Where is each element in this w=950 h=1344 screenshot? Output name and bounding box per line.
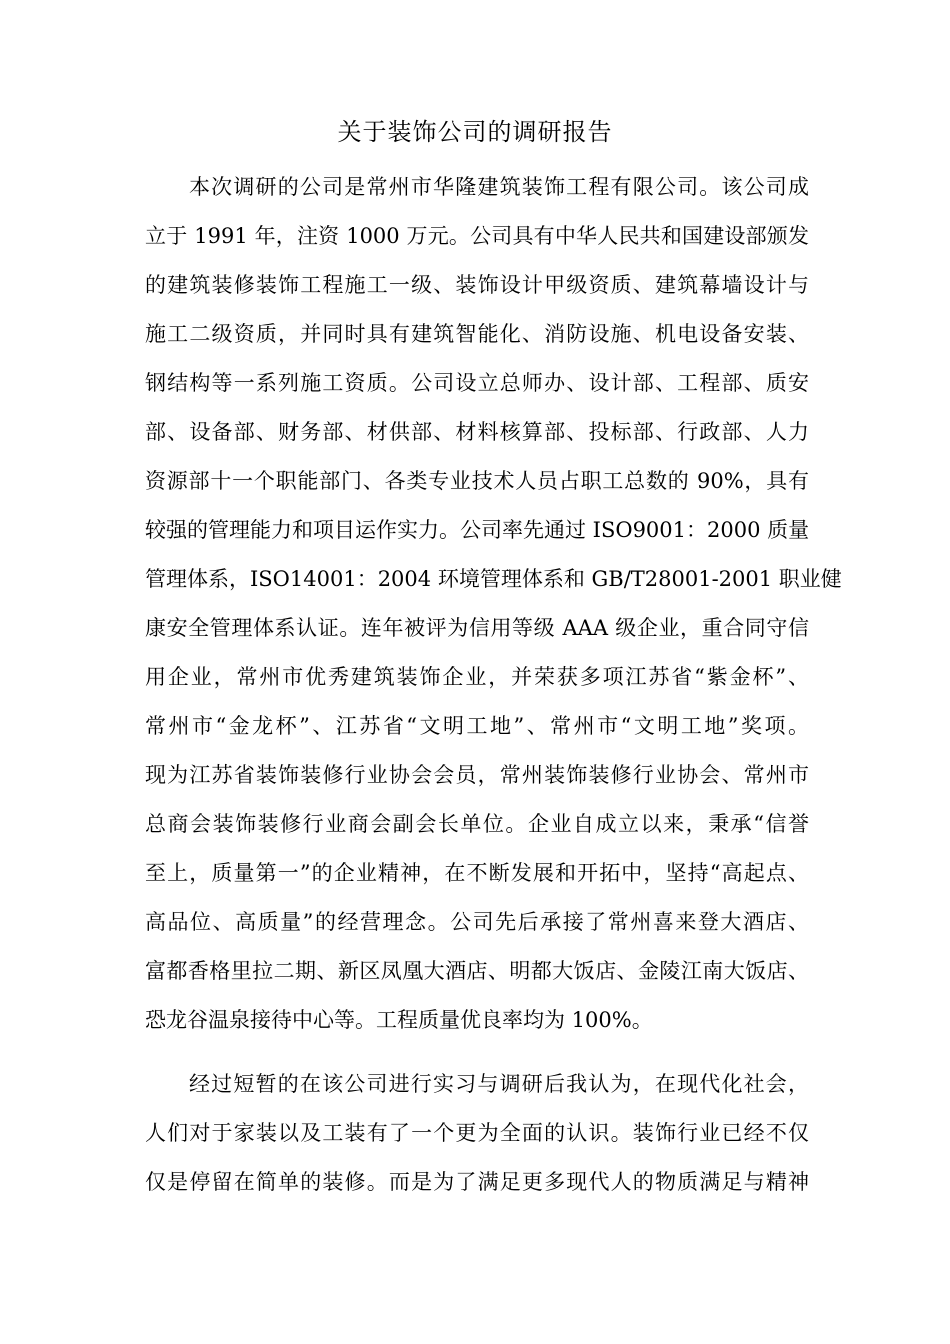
- paragraph-line: 仅是停留在简单的装修。而是为了满足更多现代人的物质满足与精神: [145, 1170, 809, 1194]
- paragraph-line: 管理体系，ISO14001：2004 环境管理体系和 GB/T28001-2001 职业健: [145, 567, 842, 591]
- document-title: 关于装饰公司的调研报告: [337, 118, 613, 146]
- paragraph-line: 康安全管理体系认证。连年被评为信用等级 AAA 级企业，重合同守信: [145, 616, 809, 640]
- paragraph-line: 富都香格里拉二期、新区凤凰大酒店、明都大饭店、金陵江南大饭店、: [145, 959, 809, 983]
- paragraph-line: 钢结构等一系列施工资质。公司设立总师办、设计部、工程部、质安: [145, 371, 809, 395]
- paragraph-line: 资源部十一个职能部门、各类专业技术人员占职工总数的 90%，具有: [145, 469, 809, 493]
- paragraph-line: 施工二级资质，并同时具有建筑智能化、消防设施、机电设备安装、: [145, 322, 809, 346]
- paragraph-line: 部、设备部、财务部、材供部、材料核算部、投标部、行政部、人力: [145, 420, 809, 444]
- paragraph-line: 本次调研的公司是常州市华隆建筑装饰工程有限公司。该公司成: [189, 175, 809, 199]
- paragraph-line: 常州市“金龙杯”、江苏省“文明工地”、常州市“文明工地”奖项。: [145, 714, 809, 738]
- paragraph-line: 至上，质量第一”的企业精神，在不断发展和开拓中，坚持“高起点、: [145, 861, 809, 885]
- paragraph-line: 恐龙谷温泉接待中心等。工程质量优良率均为 100%。: [145, 1008, 653, 1032]
- paragraph-line: 人们对于家装以及工装有了一个更为全面的认识。装饰行业已经不仅: [145, 1121, 809, 1145]
- paragraph-line: 经过短暂的在该公司进行实习与调研后我认为，在现代化社会，: [189, 1072, 809, 1096]
- paragraph-line: 总商会装饰装修行业商会副会长单位。企业自成立以来，秉承“信誉: [145, 812, 809, 836]
- paragraph-line: 高品位、高质量”的经营理念。公司先后承接了常州喜来登大酒店、: [145, 910, 809, 934]
- paragraph-line: 立于 1991 年，注资 1000 万元。公司具有中华人民共和国建设部颁发: [145, 224, 809, 248]
- paragraph-line: 用企业，常州市优秀建筑装饰企业，并荣获多项江苏省“紫金杯”、: [145, 665, 809, 689]
- paragraph-line: 现为江苏省装饰装修行业协会会员，常州装饰装修行业协会、常州市: [145, 763, 809, 787]
- paragraph-line: 的建筑装修装饰工程施工一级、装饰设计甲级资质、建筑幕墙设计与: [145, 273, 809, 297]
- paragraph-line: 较强的管理能力和项目运作实力。公司率先通过 ISO9001：2000 质量: [145, 518, 810, 542]
